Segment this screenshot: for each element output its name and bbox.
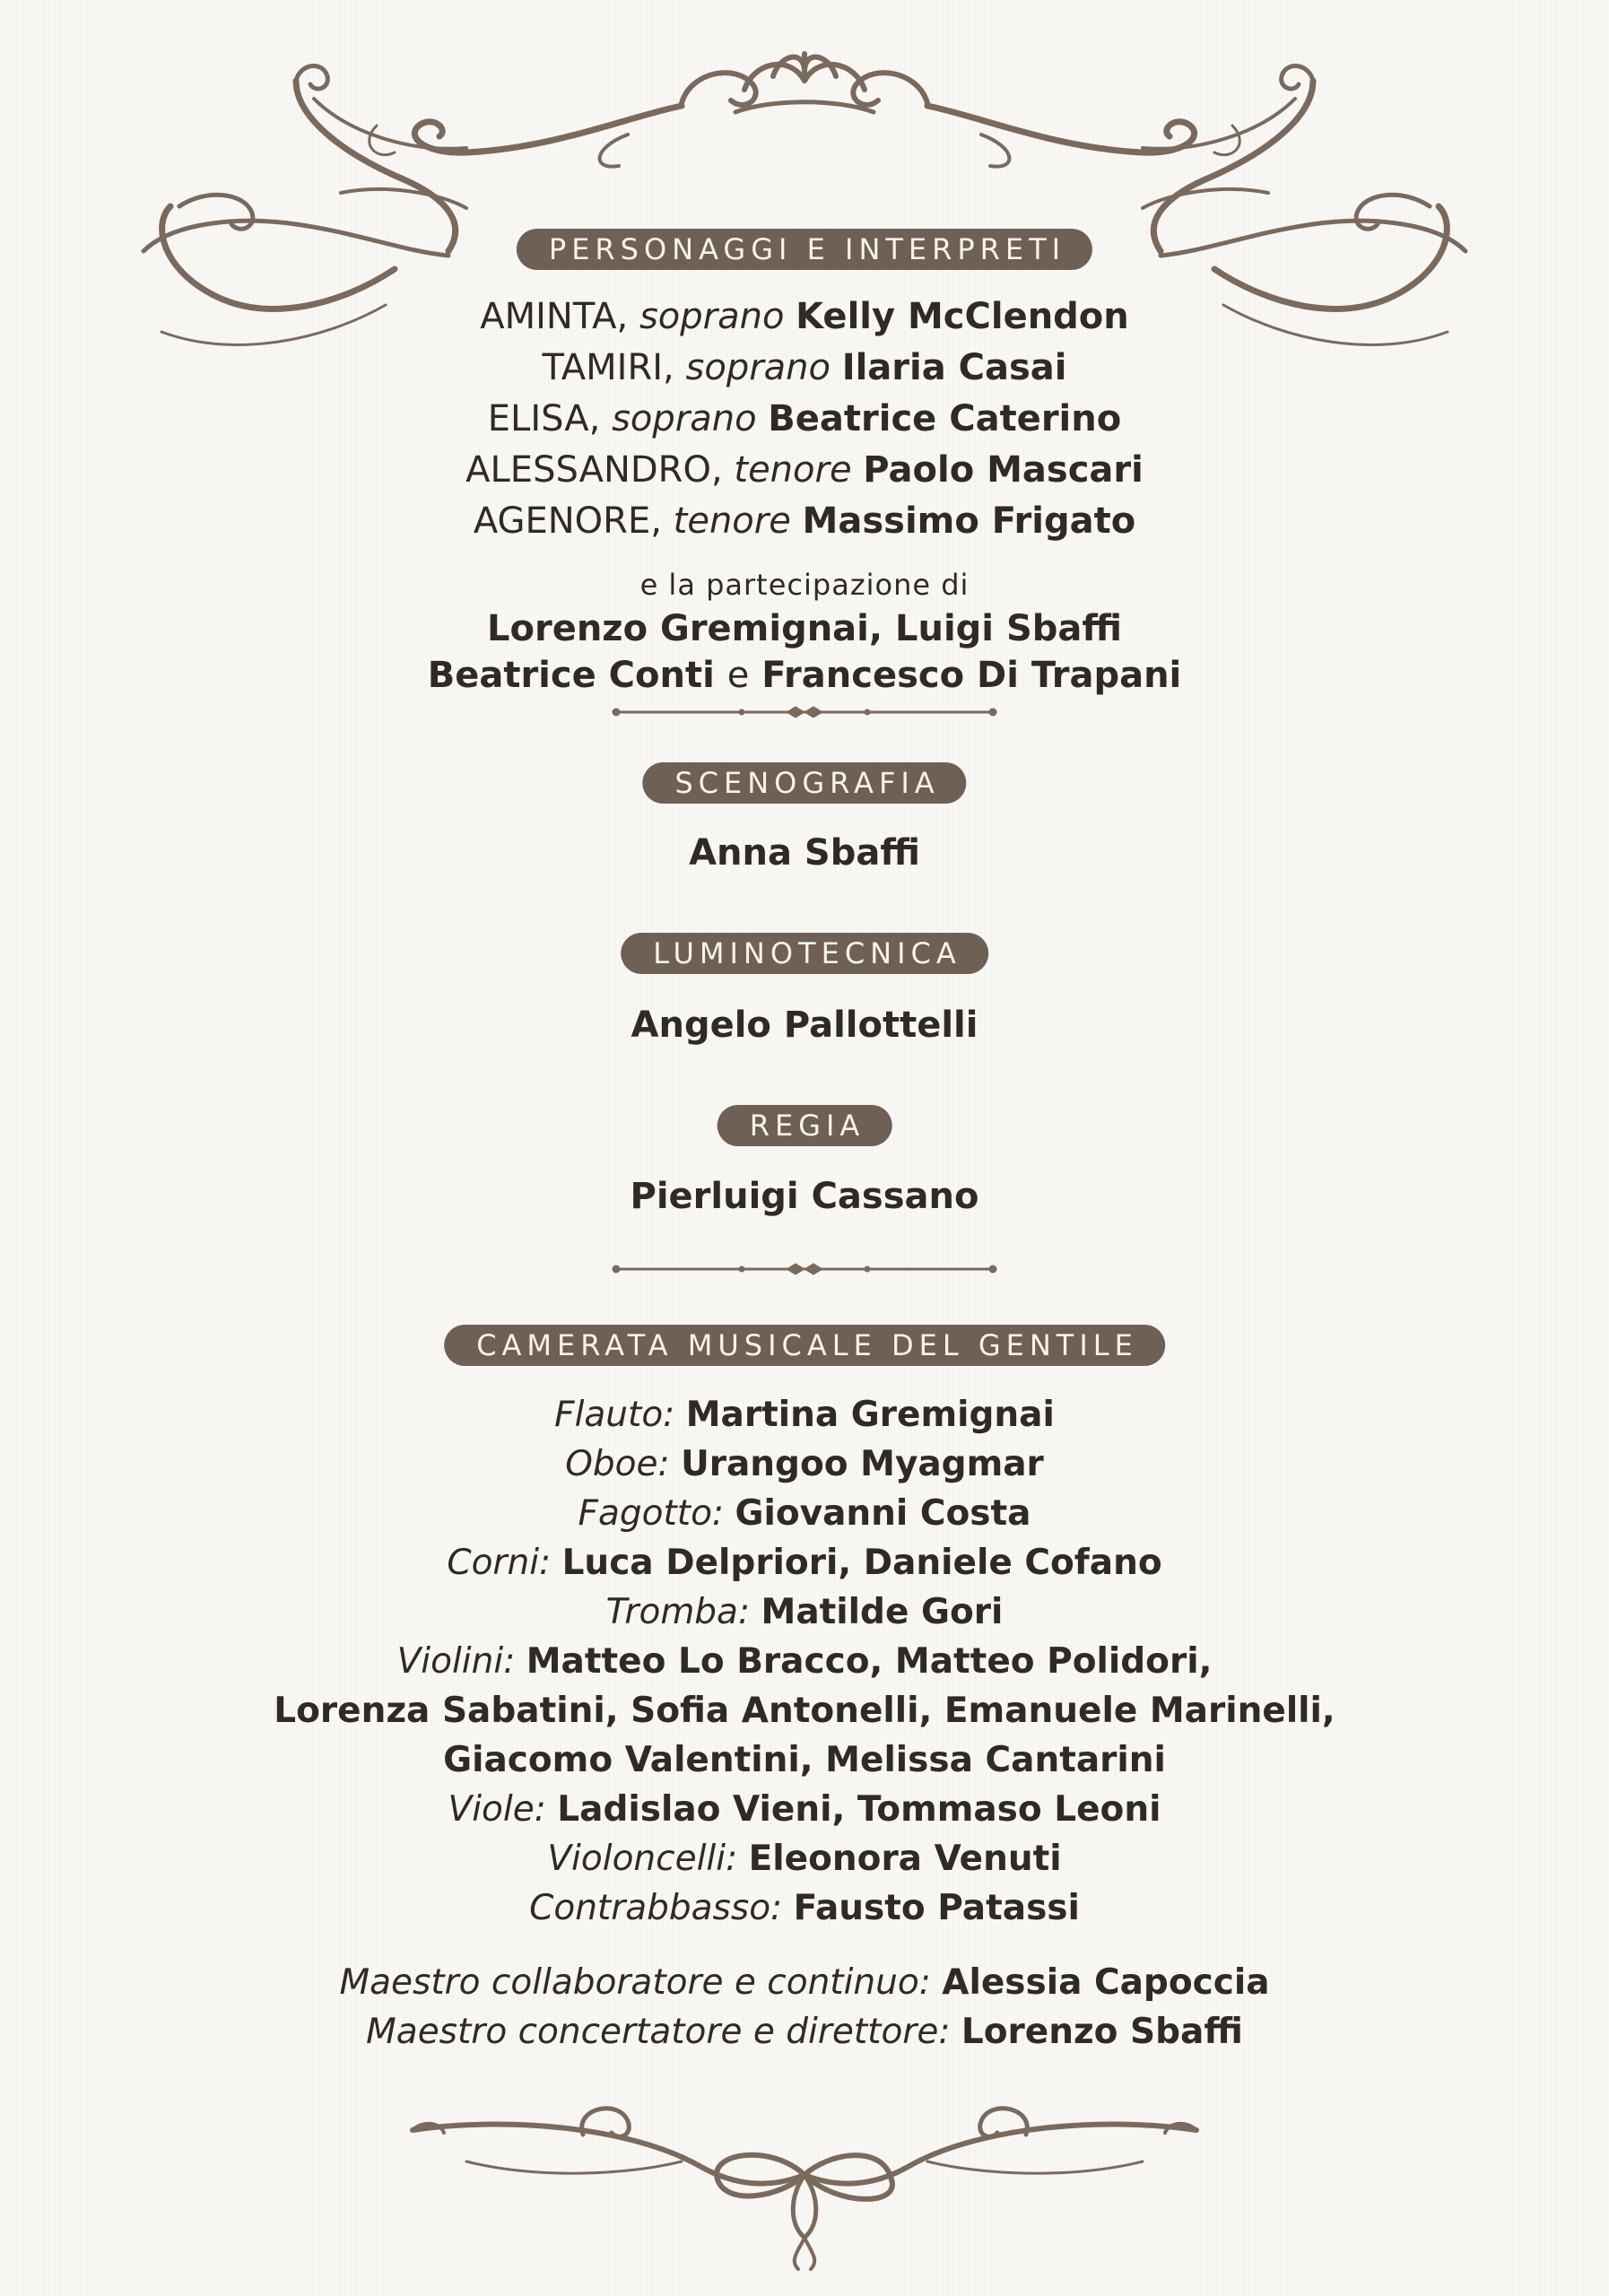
cast-row <box>0 445 1609 496</box>
musician-names: Lorenza Sabatini, Sofia Antonelli, Emanuele Marinelli, <box>274 1691 1335 1731</box>
orchestra-section-header: CAMERATA MUSICALE DEL GENTILE <box>444 1325 1165 1366</box>
instrument-label: Violini: <box>396 1641 516 1682</box>
conjunction: e <box>726 655 750 696</box>
instrument-label: Flauto: <box>554 1395 675 1435</box>
voice-type: tenore <box>673 500 791 542</box>
participants-line-1: Lorenzo Gremignai, Luigi Sbaffi <box>487 608 1122 649</box>
role-name: AGENORE, <box>473 500 662 542</box>
instrument-row <box>0 1587 1609 1637</box>
instrument-row <box>0 1883 1609 1933</box>
musician-names: Matteo Lo Bracco, Matteo Polidori, <box>526 1641 1213 1682</box>
luminotecnica-name: Angelo Pallottelli <box>631 1004 978 1046</box>
instrument-label: Contrabbasso: <box>529 1888 783 1928</box>
musician-names: Eleonora Venuti <box>748 1839 1062 1879</box>
regia-name: Pierluigi Cassano <box>630 1176 979 1217</box>
cast-row <box>0 496 1609 547</box>
maestro-row <box>0 1958 1609 2007</box>
role-name: ELISA, <box>487 398 601 439</box>
instrument-label: Viole: <box>448 1789 546 1830</box>
musician-names: Giovanni Costa <box>735 1493 1031 1534</box>
instrument-label: Corni: <box>447 1543 552 1583</box>
musician-names: Luca Delpriori, Daniele Cofano <box>561 1543 1162 1583</box>
maestro-name: Alessia Capoccia <box>942 1962 1270 2003</box>
bottom-flourish-ornament <box>0 2081 1609 2296</box>
cast-row <box>0 343 1609 394</box>
scenografia-name: Anna Sbaffi <box>689 832 920 874</box>
participant-name: Beatrice Conti <box>427 655 715 696</box>
voice-type: soprano <box>612 398 757 439</box>
performer-name: Beatrice Caterino <box>768 398 1122 439</box>
role-name: ALESSANDRO, <box>465 449 723 491</box>
performer-name: Ilaria Casai <box>841 347 1067 388</box>
voice-type: tenore <box>734 449 852 491</box>
instrument-label: Tromba: <box>605 1592 751 1632</box>
performer-name: Massimo Frigato <box>802 500 1136 542</box>
voice-type: soprano <box>639 296 785 337</box>
instrument-label: Oboe: <box>565 1444 670 1484</box>
ornamental-divider <box>607 1258 1002 1280</box>
musician-names: Matilde Gori <box>761 1592 1004 1632</box>
instrument-row <box>0 1538 1609 1587</box>
instrument-row <box>0 1686 1609 1735</box>
regia-section-header: REGIA <box>718 1105 892 1146</box>
cast-row <box>0 291 1609 343</box>
cast-section-header: PERSONAGGI E INTERPRETI <box>517 229 1092 270</box>
instrument-row <box>0 1439 1609 1489</box>
instrument-row <box>0 1834 1609 1883</box>
participant-name: Francesco Di Trapani <box>761 655 1182 696</box>
maestro-role: Maestro concertatore e direttore: <box>366 2012 951 2052</box>
instrument-row <box>0 1735 1609 1785</box>
maestro-name: Lorenzo Sbaffi <box>961 2012 1243 2052</box>
role-name: TAMIRI, <box>542 347 674 388</box>
performer-name: Kelly McClendon <box>796 296 1129 337</box>
luminotecnica-section-header: LUMINOTECNICA <box>621 933 988 974</box>
instrument-label: Violoncelli: <box>547 1839 738 1879</box>
musician-names: Fausto Patassi <box>793 1888 1080 1928</box>
instrument-row <box>0 1390 1609 1439</box>
musician-names: Giacomo Valentini, Melissa Cantarini <box>443 1740 1166 1780</box>
voice-type: soprano <box>685 347 831 388</box>
maestro-role: Maestro collaboratore e continuo: <box>339 1962 931 2003</box>
participants-line-2 <box>0 652 1609 699</box>
ornamental-divider <box>607 701 1002 723</box>
musician-names: Ladislao Vieni, Tommaso Leoni <box>557 1789 1161 1830</box>
instrument-row <box>0 1785 1609 1834</box>
musician-names: Urangoo Myagmar <box>681 1444 1044 1484</box>
participation-label: e la partecipazione di <box>639 568 970 602</box>
performer-name: Paolo Mascari <box>863 449 1144 491</box>
instrument-label: Fagotto: <box>578 1493 725 1534</box>
instrument-row <box>0 1489 1609 1538</box>
musician-names: Martina Gremignai <box>685 1395 1055 1435</box>
cast-row <box>0 394 1609 445</box>
instrument-row <box>0 1637 1609 1686</box>
scenografia-section-header: SCENOGRAFIA <box>642 762 966 804</box>
role-name: AMINTA, <box>480 296 629 337</box>
maestro-row <box>0 2007 1609 2057</box>
